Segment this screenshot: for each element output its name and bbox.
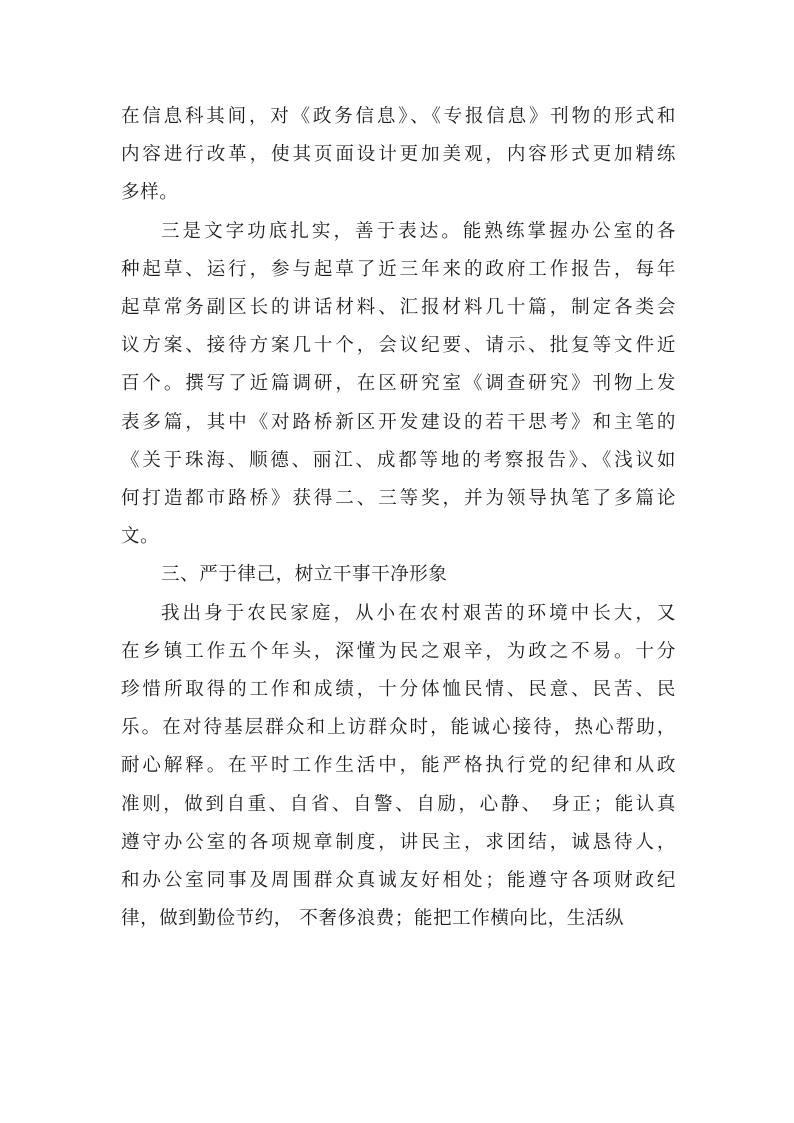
paragraph — [121, 595, 676, 939]
text-line: 三是文字功底扎实，善于表达。能熟练掌握办公室的各 — [161, 220, 676, 242]
paragraph — [121, 213, 676, 557]
text-line: 遵守办公室的各项规章制度，讲民主，求团结，诚恳待人， — [121, 831, 676, 853]
text-line: 多样。 — [121, 182, 179, 204]
text-line: 表多篇，其中《对路桥新区开发建设的若干思考》和主笔的 — [121, 411, 676, 433]
paragraph — [121, 98, 676, 213]
text-line: 准则，做到自重、自省、自警、自励，心静、 身正；能认真 — [121, 793, 676, 815]
paragraph — [121, 556, 676, 594]
text-line: 在乡镇工作五个年头，深懂为民之艰辛，为政之不易。十分 — [121, 640, 676, 662]
text-line: 乐。在对待基层群众和上访群众时，能诚心接待，热心帮助， — [121, 717, 676, 739]
document-body — [121, 98, 676, 938]
text-line: 三、严于律己，树立干事干净形象 — [161, 564, 448, 586]
text-line: 和办公室同事及周围群众真诚友好相处；能遵守各项财政纪 — [121, 870, 676, 892]
text-line: 耐心解释。在平时工作生活中，能严格执行党的纪律和从政 — [121, 755, 676, 777]
text-line: 议方案、接待方案几十个，会议纪要、请示、批复等文件近 — [121, 335, 676, 357]
text-line: 我出身于农民家庭，从小在农村艰苦的环境中长大，又 — [161, 602, 676, 624]
text-line: 律，做到勤俭节约， 不奢侈浪费；能把工作横向比，生活纵 — [121, 908, 625, 930]
text-line: 内容进行改革，使其页面设计更加美观，内容形式更加精练 — [121, 144, 676, 166]
text-line: 种起草、运行，参与起草了近三年来的政府工作报告，每年 — [121, 258, 676, 280]
text-line: 文。 — [121, 526, 160, 548]
text-line: 《关于珠海、顺德、丽江、成都等地的考察报告》、《浅议如 — [121, 449, 676, 471]
text-line: 在信息科其间，对《政务信息》、《专报信息》刊物的形式和 — [121, 106, 676, 127]
text-line: 珍惜所取得的工作和成绩，十分体恤民情、民意、民苦、民 — [121, 679, 676, 701]
text-line: 何打造都市路桥》获得二、三等奖，并为领导执笔了多篇论 — [121, 488, 676, 510]
text-line: 起草常务副区长的讲话材料、汇报材料几十篇，制定各类会 — [121, 297, 676, 319]
text-line: 百个。撰写了近篇调研，在区研究室《调查研究》刊物上发 — [121, 373, 676, 395]
